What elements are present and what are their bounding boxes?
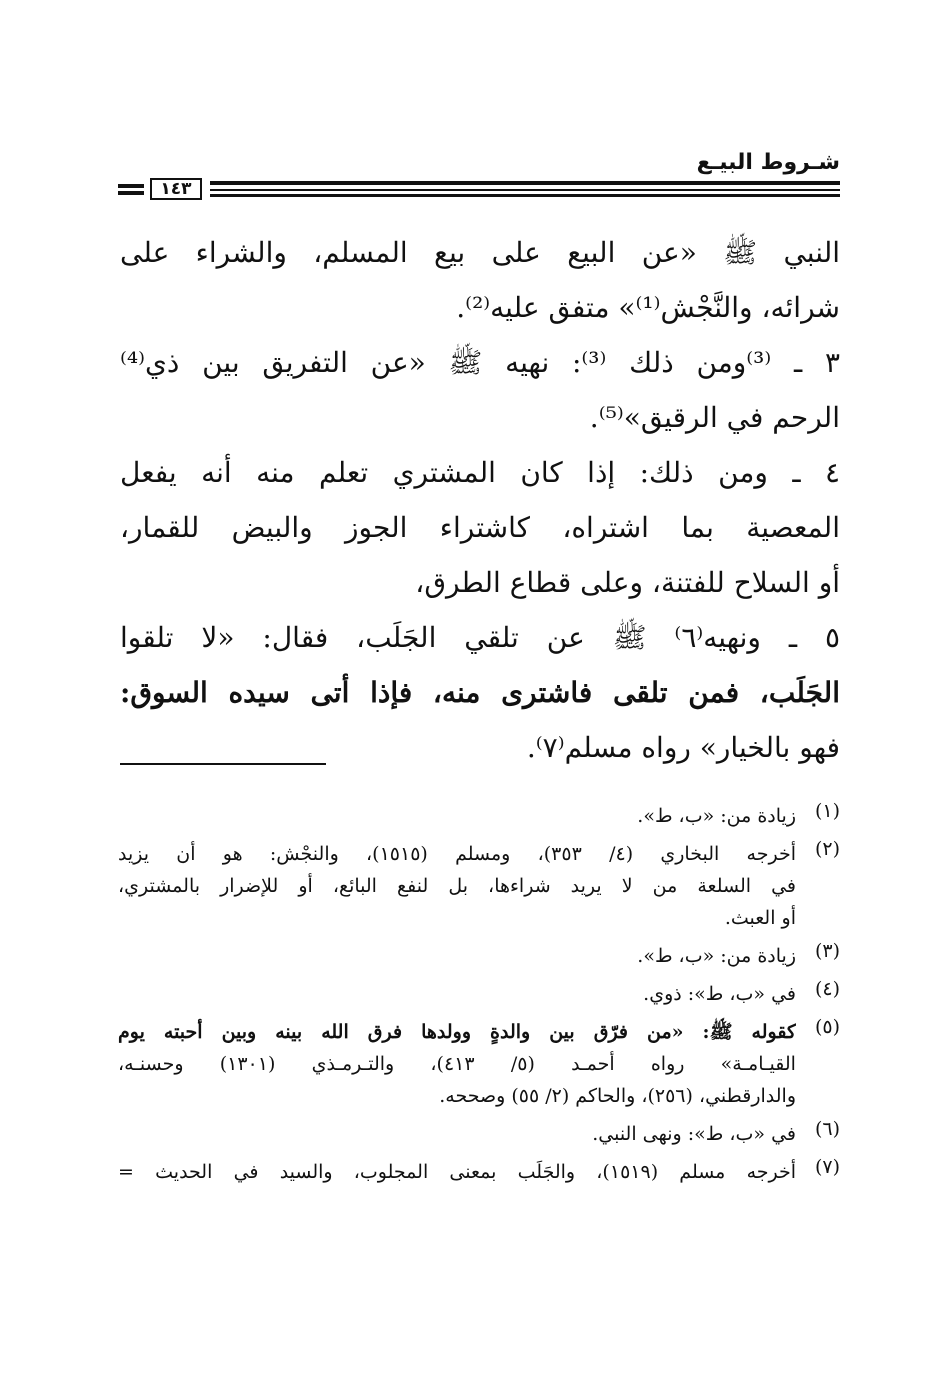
hadith-bold-line: الجَلَب، فمن تلقى فاشترى منه، فإذا أتى سيده السوق: [120, 676, 840, 709]
footnote [118, 1016, 840, 1112]
footnote-line: أخرجه مسلم (١٥١٩)، والجَلَب بمعنى المجلوب، والسيد في الحديث = [118, 1161, 796, 1183]
footnote-line: زيادة من: «ب، ط». [637, 945, 796, 967]
header-rule-thick-lower [210, 194, 840, 197]
footnote [118, 1156, 840, 1188]
footnote-line: في «ب، ط»: ذوي. [643, 983, 796, 1005]
body-line: أو السلاح للفتنة، وعلى قطاع الطرق، [415, 566, 840, 599]
body-line: النبي ﷺ «عن البيع على بيع المسلم، والشراء على [120, 236, 840, 269]
footnote-line: أو العبث. [724, 907, 796, 929]
body-line: ٣ ـ ⁽³⁾ومن ذلك ⁽³⁾: نهيه ﷺ «عن التفريق بين ذي⁽⁴⁾ [120, 346, 840, 379]
footnote-number: (١) [814, 800, 840, 822]
body-line: فهو بالخيار» رواه مسلم⁽٧⁾. [526, 731, 840, 764]
footnote-separator [120, 763, 326, 765]
footnote-line: في «ب، ط»: ونهى النبي. [592, 1123, 796, 1145]
header-rule-thin [210, 189, 840, 191]
body-line: شرائه، والنَّجْش⁽¹⁾» متفق عليه⁽²⁾. [456, 291, 840, 324]
footnote-line: القيـامـة» رواه أحمـد (٥/ ٤١٣)، والتـرمـذي (١٣٠١) وحسنـه، [118, 1053, 796, 1075]
footnote [118, 940, 840, 972]
body-line: المعصية بما اشتراه، كاشتراء الجوز والبيض للقمار، [120, 511, 840, 544]
body-line: الرحم في الرقيق»⁽⁵⁾. [589, 401, 840, 434]
footnote [118, 1118, 840, 1150]
footnote-line: زيادة من: «ب، ط». [637, 805, 796, 827]
footnote-line: في السلعة من لا يريد شراءها، بل لنفع البائع، أو للإضرار بالمشتري، [118, 875, 796, 897]
header-rule-thick [210, 181, 840, 185]
footnote-number: (٢) [814, 838, 840, 860]
footnote-number: (٤) [814, 978, 840, 1000]
footnote-line: كقوله ﷺ: «من فرّق بين والدةٍ وولدها فرق الله بينه وبين أحبته يوم [118, 1021, 796, 1043]
main-text [120, 225, 840, 775]
header-dash-upper [118, 184, 144, 188]
footnote [118, 800, 840, 832]
footnote-number: (٧) [814, 1156, 840, 1178]
page-number: ١٤٣ [150, 178, 202, 200]
footnote [118, 838, 840, 934]
footnote-line: أخرجه البخاري (٤/ ٣٥٣)، ومسلم (١٥١٥)، والنجْش: هو أن يزيد [118, 843, 796, 865]
footnote-number: (٣) [814, 940, 840, 962]
body-line: ٥ ـ ونهيه⁽٦⁾ ﷺ عن تلقي الجَلَب، فقال: «لا تلقوا [120, 621, 840, 654]
footnote-number: (٦) [814, 1118, 840, 1140]
footnote [118, 978, 840, 1010]
footnote-number: (٥) [814, 1016, 840, 1038]
body-line: ٤ ـ ومن ذلك: إذا كان المشتري تعلم منه أنه يفعل [120, 456, 840, 489]
running-header-title: شـروط البيـع [696, 150, 840, 175]
header-dash-lower [118, 191, 144, 195]
footnotes [118, 800, 840, 1194]
footnote-line: والدارقطني، (٢٥٦)، والحاكم (٢/ ٥٥) وصححه. [439, 1085, 796, 1107]
